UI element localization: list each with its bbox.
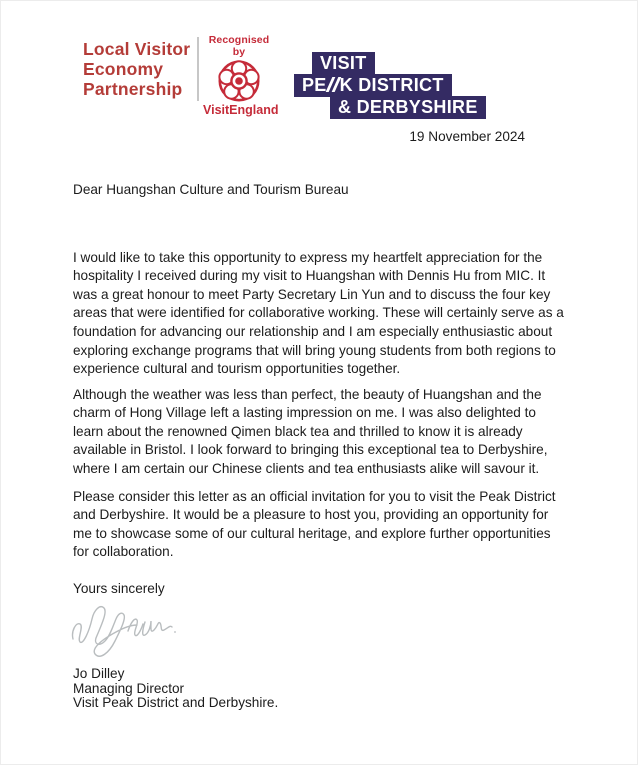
visit-peak-district-logo bbox=[294, 52, 486, 119]
paragraph-3: Please consider this letter as an official invitation for you to visit the Peak District and Derbyshire. It would be a pleasure to host you, providing an opportunity for me to showcase some of our cultural heritage, and explore further opportunities for collaboration. bbox=[73, 488, 556, 560]
closing-line: Yours sincerely bbox=[73, 581, 165, 596]
lvep-logo-line: Local Visitor bbox=[83, 39, 191, 59]
pd-logo-peak-post: K DISTRICT bbox=[339, 75, 444, 95]
visitengland-label: VisitEngland bbox=[203, 103, 279, 117]
stylized-peak-a-icon bbox=[327, 78, 340, 91]
pd-logo-derbyshire: & DERBYSHIRE bbox=[330, 96, 486, 119]
lvep-logo bbox=[83, 39, 190, 99]
signatory-block bbox=[73, 667, 278, 711]
paragraph-2: Although the weather was less than perfect, the beauty of Huangshan and the charm of Hong Village left a lasting impression on me. I was also delighted to learn about the renowned Qimen black tea and thrilled to know it is already available in Bristol. I look forward to bringing this exceptional tea to Derbyshire, where I am certain our Chinese clients and tea enthusiasts alike will savour it. bbox=[73, 386, 548, 476]
letter-date: 19 November 2024 bbox=[409, 129, 525, 144]
paragraph-1: I would like to take this opportunity to express my heartfelt appreciation for the hospitality I received during my visit to Huangshan with Dennis Hu from MIC. It was a great honour to meet Party Secretary Lin Yun and to discuss the four key areas that were identified for collaborative working. These will certainly serve as a foundation for advancing our relationship and I am especially enthusiastic about exploring exchange programs that will bring young students from both regions to experience cultural and tourism opportunities together. bbox=[73, 249, 564, 377]
signatory-organization: Visit Peak District and Derbyshire. bbox=[73, 695, 279, 711]
pd-logo-peak-district bbox=[294, 74, 452, 97]
salutation: Dear Huangshan Culture and Tourism Bureau bbox=[73, 182, 349, 197]
signatory-title: Managing Director bbox=[73, 680, 185, 696]
pd-logo-peak-pre: PE bbox=[302, 75, 327, 95]
header-divider bbox=[197, 37, 199, 101]
pd-logo-visit: VISIT bbox=[312, 52, 375, 75]
signatory-name: Jo Dilley bbox=[73, 666, 125, 681]
visitengland-logo bbox=[203, 34, 279, 117]
tudor-rose-icon bbox=[217, 59, 261, 103]
lvep-logo-line: Partnership bbox=[83, 79, 183, 99]
handwritten-signature bbox=[65, 597, 185, 661]
lvep-logo-line: Economy bbox=[83, 59, 164, 79]
recognised-by-label: Recognised by bbox=[208, 34, 270, 58]
